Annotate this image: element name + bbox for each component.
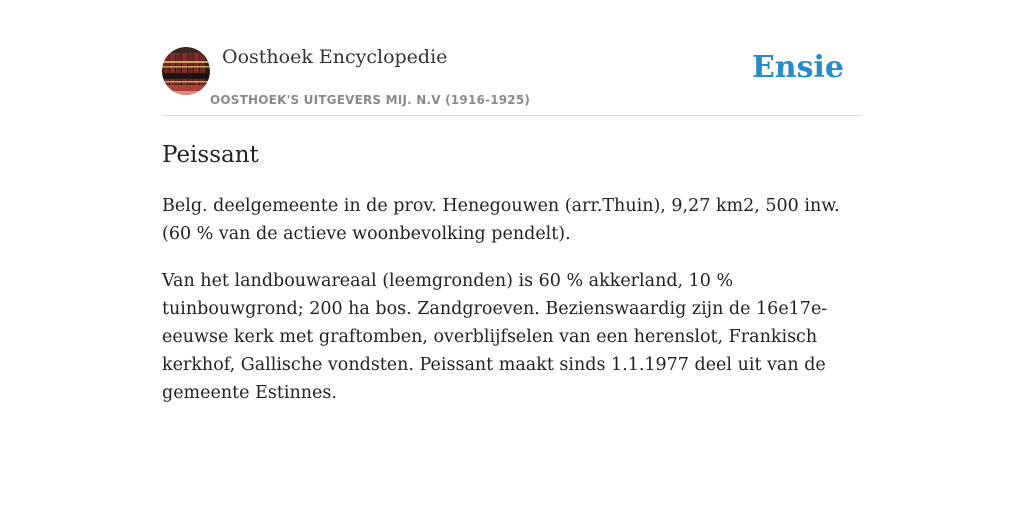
- article-title: Peissant: [162, 142, 259, 168]
- ensie-logo-link[interactable]: Ensie: [751, 50, 844, 85]
- encyclopedia-books-icon[interactable]: [162, 47, 210, 95]
- site-header: [162, 40, 862, 116]
- article-body: [162, 192, 862, 407]
- article-paragraph: Belg. deelgemeente in de prov. Henegouwen (arr.Thuin), 9,27 km2, 500 inw. (60 % van de actieve woonbevolking pendelt).: [162, 196, 840, 244]
- page: [162, 40, 862, 407]
- site-title[interactable]: Oosthoek Encyclopedie: [222, 46, 448, 68]
- article-paragraph: Van het landbouwareaal (leemgronden) is 60 % akkerland, 10 % tuinbouwgrond; 200 ha bos. Zandgroeven. Bezienswaardig zijn de 16e17e-eeuwse kerk met graftomben, overblijfselen van een herenslot, Frankisch kerkhof, Gallische vondsten. Peissant maakt sinds 1.1.1977 deel uit van de gemeente Estinnes.: [162, 271, 828, 403]
- site-subtitle: OOSTHOEK'S UITGEVERS MIJ. N.V (1916-1925): [210, 93, 531, 107]
